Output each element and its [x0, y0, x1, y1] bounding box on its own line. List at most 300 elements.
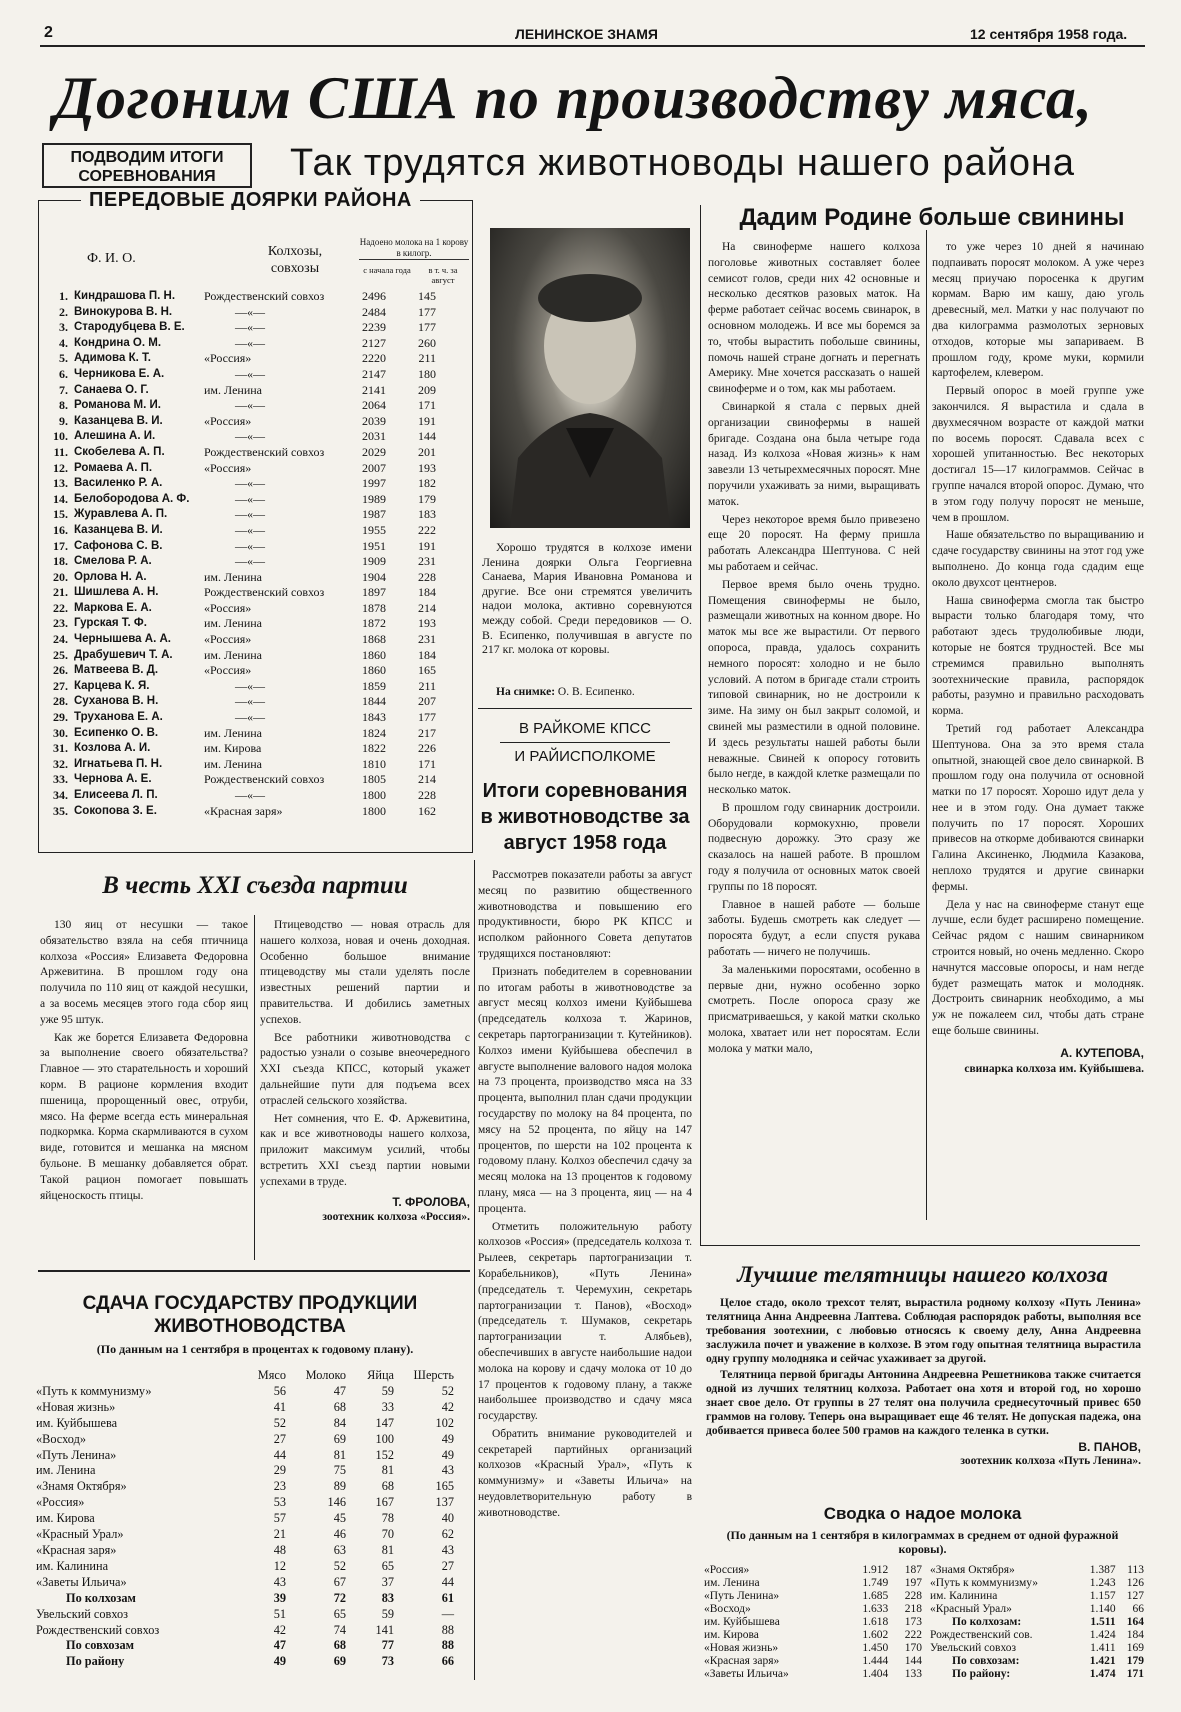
table-row [43, 398, 439, 414]
production-value: 42 [441, 1399, 454, 1414]
production-value: 39 [273, 1590, 286, 1605]
production-value: 88 [441, 1622, 454, 1637]
table-row [702, 1629, 924, 1642]
dairymaid-name: Казанцева В. И. [74, 523, 163, 536]
production-value: 21 [273, 1527, 286, 1542]
table-row [43, 616, 439, 632]
milk-total: 1868 [362, 632, 386, 647]
table-row [702, 1590, 924, 1603]
production-value: 49 [273, 1654, 286, 1669]
dairymaid-name: Козлова А. И. [74, 742, 151, 755]
milk-august: 184 [418, 585, 436, 600]
congress-paragraph: 130 яиц от несушки — такое обязательство взяла на себя птичница колхоза «Россия» Елизавета Федоровна Аржевитина. В прошлом году она получила по 110 яиц от каждой несушки, а за восемь месяцев этого года сбор яиц уже 95 штук. [40, 919, 248, 1026]
congress-paragraph: Как же борется Елизавета Федоровна за выполнение своего обязательства? Главное — это старательность и хороший корм. В рационе кормления входит пшеница, пророщенный овес, отруби, мясо. На ферме всегда есть минеральная подкормка. Корма скармливаются в сухом виде, готовится и мешанка на мясном бульоне. В мешанку добавляется обрат. Такой рацион помогает повышать яйценоскость птицы. [40, 1031, 248, 1202]
milk-total: 1955 [362, 522, 386, 537]
production-farm: «Путь Ленина» [36, 1447, 117, 1462]
raikom-paragraph: Отметить положительную работу колхозов «Россия» (председатель колхоза т. Рылеев, секретарь партогранизации т. Корабельников), «Путь Ленина» (председатель т. Черемухин, секретарь партогранизации т. Панов), «Восход» (председатель т. Шумаков, секретарь партогранизации т. Алябьев), обеспечивших в августе наибольшие надои молока на корову и сдачу молока от 10 до 17 процентов к годовому плану, а также наибольшее производство и сдачу мяса государству. [478, 1220, 692, 1423]
milk-farm: им. Ленина [704, 1577, 760, 1589]
production-value: 40 [441, 1511, 454, 1526]
dairymaid-farm: «Россия» [204, 663, 252, 678]
pigs-signature-role: свинарка колхоза им. Куйбышева. [964, 1062, 1144, 1075]
page-number: 2 [44, 24, 53, 41]
table-row [928, 1603, 1146, 1616]
production-value: 41 [273, 1399, 286, 1414]
table-row [702, 1577, 924, 1590]
milk-august: 177 [418, 320, 436, 335]
production-farm: «Заветы Ильича» [36, 1574, 127, 1589]
table-row [43, 445, 439, 461]
pigs-paragraph: то уже через 10 дней я начинаю подпаивать поросят молоком. А уже через месяц приучаю поросенка к другим кормам. Варю им кашу, даю уголь древесный, мел. Матки у нас получают по два килограмма размолотых зерновых отходов, которые мы запариваем. В прошлом году, кроме муки, кормили картофелем, клевером. [932, 241, 1144, 380]
production-header: Мясо [257, 1368, 286, 1382]
dairymaid-farm: Рождественский совхоз [204, 585, 325, 600]
production-value: 84 [333, 1415, 346, 1430]
table-row [43, 289, 439, 305]
milk-august: 179 [418, 491, 436, 506]
production-value: 167 [375, 1495, 394, 1510]
dairymaid-name: Елисеева Л. П. [74, 789, 158, 801]
milk-august: 66 [1132, 1603, 1144, 1615]
production-value: 29 [273, 1463, 286, 1478]
table-row [43, 804, 439, 820]
milk-total: 1987 [362, 507, 386, 522]
sub-headline: Так трудятся животноводы нашего района [290, 142, 1076, 184]
milk-august: 193 [418, 616, 436, 631]
dairymaid-name: Кондрина О. М. [74, 336, 162, 349]
production-farm: им. Калинина [36, 1558, 109, 1573]
portrait-photo [490, 228, 690, 528]
dairymaid-name: Журавлева А. П. [74, 508, 168, 521]
milk-august: 126 [1126, 1577, 1144, 1589]
dairymaid-farm: —«— [235, 710, 265, 725]
table-row [702, 1642, 924, 1655]
production-value: 78 [381, 1511, 394, 1526]
milk-august: 182 [418, 476, 436, 491]
milk-august: 226 [418, 741, 436, 756]
milk-august: 231 [418, 632, 436, 647]
production-value: 81 [381, 1463, 394, 1478]
milk-yield: 1.474 [1089, 1668, 1116, 1680]
dairymaids-table [43, 289, 439, 819]
dairymaid-rank: 29. [53, 710, 68, 725]
pigs-paragraph: На свиноферме нашего колхоза поголовье животных составляет более семисот голов, среди них 42 основные и несколько десятков разовых маток. На ферме работает сейчас восемь свинарок, в основном молодежь. И все мы боремся за то, чтобы вырастить побольше свинины, помочь нашей стране догнать и перегнать Америку. Мне хочется рассказать о нашей свиноферме и о том, как мы работаем. [708, 241, 920, 396]
dairymaid-name: Сафонова С. В. [74, 539, 163, 552]
milk-yield: 1.618 [862, 1616, 889, 1628]
dairymaid-name: Драбушевич Т. А. [74, 648, 173, 661]
milk-farm: «Путь Ленина» [704, 1590, 780, 1602]
table-row [928, 1564, 1146, 1577]
milk-august: 191 [418, 413, 436, 428]
production-value: 37 [381, 1574, 394, 1589]
calves-text [706, 1296, 1141, 1468]
table-row [32, 1479, 458, 1495]
pigs-paragraph: Первый опорос в моей группе уже закончился. Я вырастила и сдала в двухмесячном возрасте от каждой матки по восемь поросят. Сдавала всех с хорошей упитанностью. Вес некоторых достигал 15—17 килограммов. Сейчас в группе начался второй опорос. Думаю, что в этом году получу поросят не меньше, чем в прошлом. [932, 385, 1144, 524]
production-value: 46 [333, 1527, 346, 1542]
dairymaid-farm: «Россия» [204, 351, 252, 366]
raikom-paragraph: Обратить внимание руководителей и секретарей партийных организаций колхозов «Красный Урал», «Путь к коммунизму» и «Заветы Ильича» на неудовлетворительную работу в животноводстве. [478, 1427, 692, 1519]
calves-signature-role: зоотехник колхоза «Путь Ленина». [960, 1455, 1141, 1467]
col-aug-header: в т. ч. за август [428, 265, 458, 285]
milk-farm: Рождественский сов. [930, 1629, 1033, 1641]
congress-signature-role: зоотехник колхоза «Россия». [322, 1211, 470, 1224]
milk-farm: «Путь к коммунизму» [930, 1577, 1039, 1589]
table-row [43, 648, 439, 664]
production-title: СДАЧА ГОСУДАРСТВУ ПРОДУКЦИИ ЖИВОТНОВОДСТВА [82, 1293, 418, 1337]
production-value: — [441, 1606, 454, 1621]
milk-total: 2029 [362, 444, 386, 459]
dairymaid-farm: им. Ленина [204, 756, 262, 771]
dairymaid-rank: 2. [59, 304, 68, 319]
production-value: 52 [441, 1383, 454, 1398]
milk-august: 169 [1126, 1642, 1144, 1654]
milk-yield: 1.444 [862, 1655, 889, 1667]
dairymaid-farm: —«— [235, 678, 265, 693]
milk-farm: «Восход» [704, 1603, 751, 1615]
dairymaid-name: Киндрашова П. Н. [74, 290, 176, 302]
dairymaid-rank: 32. [53, 756, 68, 771]
pigs-paragraph: За маленькими поросятами, особенно в первые дни, нужно особенно зорко смотреть. После опороса сразу же присматриваешься, у какой матки сколько молока, хватает или нет поросятам. Если молока у матки мало, [708, 963, 920, 1055]
pigs-paragraph: Свинаркой я стала с первых дней организации свинофермы в нашей бригаде. Создана она была четыре года назад. Из колхоза «Новая жизнь» к нам завезли 13 четырехмесячных поросят. Мне поручили ухаживать за ними, выращивать маток. [708, 400, 920, 508]
production-value: 47 [333, 1383, 346, 1398]
table-row [32, 1623, 458, 1639]
production-value: 74 [333, 1622, 346, 1637]
milk-yield: 1.633 [862, 1603, 889, 1615]
milk-total: 1951 [362, 538, 386, 553]
production-value: 68 [333, 1638, 346, 1653]
dairymaid-rank: 21. [53, 585, 68, 600]
photo-caption: Хорошо трудятся в колхозе имени Ленина доярки Ольга Георгиевна Санаева, Мария Ивановна Романова и другие. Все они стремятся увеличить надои молока, активно соревнуются между собой. Среди передовиков — О. В. Есипенко, получившая в августе по 217 кг. молока от коровы. [482, 540, 692, 657]
production-header [32, 1368, 242, 1384]
pigs-paragraph: Через некоторое время было привезено еще 20 поросят. На ферму пришла работать Александра Шептунова. С ней мы работаем и сейчас. [708, 513, 920, 573]
table-row [928, 1655, 1146, 1668]
production-header: Яйца [367, 1368, 394, 1382]
production-value: 43 [441, 1463, 454, 1478]
table-row [43, 726, 439, 742]
production-value: 49 [441, 1431, 454, 1446]
dairymaid-name: Винокурова В. Н. [74, 305, 173, 318]
table-row [43, 461, 439, 477]
table-row [43, 663, 439, 679]
production-farm: «Новая жизнь» [36, 1399, 116, 1414]
table-row [32, 1638, 458, 1654]
pigs-title: Дадим Родине больше свинины [739, 204, 1125, 231]
table-row [702, 1603, 924, 1616]
production-value: 75 [333, 1463, 346, 1478]
milk-august: 228 [418, 569, 436, 584]
dairymaid-name: Чернышева А. А. [74, 633, 171, 646]
production-value: 51 [273, 1606, 286, 1621]
milk-summary-subtitle: (По данным на 1 сентября в килограммах в среднем от одной фуражной коровы). [726, 1528, 1119, 1556]
table-row [43, 554, 439, 570]
dairymaid-name: Белобородова А. Ф. [74, 492, 190, 505]
milk-total: 2141 [362, 382, 386, 397]
milk-total: 1805 [362, 772, 386, 787]
production-value: 45 [333, 1511, 346, 1526]
milk-total: 1810 [362, 756, 386, 771]
dairymaids-section [38, 189, 473, 853]
dairymaid-rank: 17. [53, 538, 68, 553]
table-row [43, 757, 439, 773]
milk-august: 184 [1126, 1629, 1144, 1641]
dairymaid-farm: —«— [235, 335, 265, 350]
milk-august: 187 [904, 1564, 922, 1576]
table-row [43, 570, 439, 586]
table-row [702, 1668, 924, 1681]
table-row [928, 1616, 1146, 1629]
production-farm: «Россия» [36, 1495, 85, 1510]
milk-total: 1860 [362, 647, 386, 662]
milk-august: 180 [418, 366, 436, 381]
milk-total: 1824 [362, 725, 386, 740]
production-value: 63 [333, 1542, 346, 1557]
header-rule [40, 45, 1145, 47]
milk-august: 113 [1127, 1564, 1144, 1576]
dairymaid-farm: им. Ленина [204, 616, 262, 631]
dairymaid-name: Романова М. И. [74, 399, 161, 412]
table-row [928, 1590, 1146, 1603]
dairymaid-rank: 12. [53, 460, 68, 475]
production-value: 27 [273, 1431, 286, 1446]
dairymaid-name: Суханова В. Н. [74, 695, 159, 708]
milk-august: 260 [418, 335, 436, 350]
production-value: 65 [381, 1558, 394, 1573]
dairymaid-farm: —«— [235, 507, 265, 522]
congress-signature: Т. ФРОЛОВА, [392, 1194, 470, 1209]
production-value: 43 [273, 1574, 286, 1589]
milk-august: 177 [418, 710, 436, 725]
dairymaid-farm: —«— [235, 554, 265, 569]
production-value: 68 [381, 1479, 394, 1494]
col-farm-header: Колхозы, совхозы [267, 244, 323, 276]
milk-summary-right [928, 1564, 1146, 1681]
dairymaid-rank: 31. [53, 741, 68, 756]
dairymaid-farm: —«— [235, 429, 265, 444]
table-row [43, 476, 439, 492]
production-value: 65 [333, 1606, 346, 1621]
newspaper-name: ЛЕНИНСКОЕ ЗНАМЯ [515, 26, 658, 42]
milk-august: 162 [418, 803, 436, 818]
dairymaid-rank: 4. [59, 335, 68, 350]
table-row [43, 788, 439, 804]
dairymaid-rank: 34. [53, 788, 68, 802]
dairymaid-farm: —«— [235, 694, 265, 709]
table-row [32, 1543, 458, 1559]
table-row [43, 367, 439, 383]
production-value: 100 [375, 1431, 394, 1446]
table-row [32, 1448, 458, 1464]
milk-total: 1878 [362, 600, 386, 615]
production-value: 27 [441, 1558, 454, 1573]
dairymaid-rank: 35. [53, 803, 68, 818]
competition-box [42, 143, 252, 188]
milk-august: 184 [418, 647, 436, 662]
production-value: 83 [381, 1590, 394, 1605]
milk-total: 1859 [362, 678, 386, 693]
production-value: 23 [273, 1479, 286, 1494]
dairymaid-name: Орлова Н. А. [74, 570, 147, 583]
dairymaid-rank: 28. [53, 694, 68, 709]
milk-yield: 1.421 [1089, 1655, 1116, 1667]
production-value: 44 [273, 1447, 286, 1462]
production-value: 57 [273, 1511, 286, 1526]
table-row [928, 1642, 1146, 1655]
production-farm: «Красная заря» [36, 1542, 117, 1557]
pigs-column-1 [708, 240, 920, 1060]
milk-yield: 1.602 [862, 1629, 889, 1641]
production-value: 77 [381, 1638, 394, 1653]
table-row [43, 585, 439, 601]
table-row [928, 1629, 1146, 1642]
dairymaid-name: Смелова Р. А. [74, 555, 152, 568]
milk-august: 211 [418, 678, 436, 693]
dairymaid-name: Маркова Е. А. [74, 601, 152, 614]
table-row [43, 741, 439, 757]
milk-total: 2064 [362, 398, 386, 413]
congress-paragraph: Все работники животноводства с радостью узнали о созыве внеочередного XXI съезда КПСС, который укажет дальнейшие пути для подъема всех отраслей сельского хозяйства. [260, 1031, 470, 1107]
milk-farm: «Знамя Октября» [930, 1564, 1015, 1576]
table-row [43, 632, 439, 648]
dairymaid-farm: —«— [235, 522, 265, 537]
milk-august: 201 [418, 444, 436, 459]
milk-august: 193 [418, 460, 436, 475]
table-row [43, 539, 439, 555]
competition-box-line-2: СОРЕВНОВАНИЯ [78, 168, 216, 185]
milk-august: 173 [904, 1616, 922, 1628]
dairymaid-name: Адимова К. Т. [74, 352, 151, 365]
production-value: 147 [375, 1415, 394, 1430]
milk-farm: им. Калинина [930, 1590, 998, 1602]
milk-august: 217 [418, 725, 436, 740]
portrait-silhouette [490, 228, 690, 528]
table-row [702, 1616, 924, 1629]
milk-august: 133 [904, 1668, 922, 1680]
dairymaid-farm: «Россия» [204, 413, 252, 428]
table-row [32, 1654, 458, 1670]
table-row [32, 1591, 458, 1607]
production-value: 62 [441, 1527, 454, 1542]
dairymaid-rank: 24. [53, 632, 68, 647]
dairymaid-name: Сокопова З. Е. [74, 804, 157, 817]
dairymaid-farm: —«— [235, 366, 265, 381]
dairymaid-farm: им. Ленина [204, 647, 262, 662]
congress-paragraph: Нет сомнения, что Е. Ф. Аржевитина, как и все животноводы нашего колхоза, приложит максимум усилий, чтобы встретить XXI съезд партии новыми успехами в труде. [260, 1112, 470, 1188]
production-value: 68 [333, 1399, 346, 1414]
dairymaid-rank: 27. [53, 678, 68, 693]
dairymaid-name: Есипенко О. В. [74, 726, 159, 739]
milk-total: 2007 [362, 460, 386, 475]
milk-summary-left [702, 1564, 924, 1681]
milk-total: 1800 [362, 803, 386, 818]
table-row [43, 507, 439, 523]
production-value: 48 [273, 1542, 286, 1557]
production-farm: им. Куйбышева [36, 1415, 118, 1430]
production-farm: Рождественский совхоз [36, 1622, 160, 1637]
milk-total: 2496 [362, 289, 386, 303]
dairymaid-farm: «Россия» [204, 600, 252, 615]
dairymaid-rank: 15. [53, 507, 68, 522]
dairymaid-rank: 6. [59, 366, 68, 381]
dairymaid-name: Василенко Р. А. [74, 477, 163, 490]
production-value: 70 [381, 1527, 394, 1542]
production-value: 53 [273, 1495, 286, 1510]
dairymaid-farm: «Красная заря» [204, 803, 283, 818]
dairymaid-farm: —«— [235, 398, 265, 413]
table-row [43, 414, 439, 430]
milk-yield: 1.157 [1089, 1590, 1116, 1602]
pigs-paragraph: В прошлом году свинарник достроили. Оборудовали кормокухню, провели подвесную дорожку. Это сразу же сказалось на нашей работе. В прошлом году я получила от основных маток своей группы по 18 поросят. [708, 801, 920, 893]
dairymaid-rank: 9. [59, 413, 68, 428]
table-row [928, 1577, 1146, 1590]
milk-farm: «Красная заря» [704, 1655, 780, 1667]
dairymaid-rank: 14. [53, 491, 68, 506]
milk-total: 2239 [362, 320, 386, 335]
milk-farm: По району: [952, 1668, 1011, 1680]
dairymaid-rank: 18. [53, 554, 68, 569]
production-value: 89 [333, 1479, 346, 1494]
milk-august: 165 [418, 663, 436, 678]
milk-yield: 1.424 [1089, 1629, 1116, 1641]
raikom-line-1: В РАЙКОМЕ КПСС [518, 720, 652, 737]
production-value: 72 [333, 1590, 346, 1605]
milk-august: 207 [418, 694, 436, 709]
dairymaid-farm: —«— [235, 304, 265, 319]
milk-august: 222 [904, 1629, 922, 1641]
dairymaid-farm: —«— [235, 491, 265, 506]
dairymaid-name: Скобелева А. П. [74, 445, 165, 458]
milk-total: 1909 [362, 554, 386, 569]
table-row [43, 492, 439, 508]
milk-august: 171 [1126, 1668, 1144, 1680]
raikom-paragraph: Признать победителем в соревновании по итогам работы в животноводстве за август месяц колхоз имени Куйбышева (председатель колхоза т. Жаринов, секретарь партогранизации т. Кутейников). Колхоз имени Куйбышева обеспечил в августе выполнение валового надоя молока на 73 процента, производство мяса на 33 процента, выполнил план сдачи продукции государству по молоку на 84 процента, по мясу на 52 процента, по яйцу на 147 процентов, по шерсти на 102 процента к годовому плану. Колхоз обеспечил сдачу за месяц молока на 13 процентов к годовому плану, мяса — на 3 процента, яиц — на 4 процента. [478, 965, 692, 1215]
dairymaid-farm: им. Ленина [204, 569, 262, 584]
table-row [32, 1495, 458, 1511]
milk-august: 214 [418, 772, 436, 787]
dairymaid-farm: —«— [235, 320, 265, 335]
production-farm: По колхозам [66, 1590, 136, 1605]
production-value: 69 [333, 1431, 346, 1446]
production-value: 33 [381, 1399, 394, 1414]
issue-date: 12 сентября 1958 года. [970, 26, 1128, 42]
table-row [32, 1511, 458, 1527]
milk-august: 197 [904, 1577, 922, 1589]
production-value: 81 [333, 1447, 346, 1462]
dairymaid-name: Шишлева А. Н. [74, 586, 159, 599]
production-value: 152 [375, 1447, 394, 1462]
production-value: 66 [441, 1654, 454, 1669]
milk-total: 2127 [362, 335, 386, 350]
dairymaid-farm: «Россия» [204, 460, 252, 475]
milk-total: 1989 [362, 491, 386, 506]
milk-august: 183 [418, 507, 436, 522]
milk-total: 1822 [362, 741, 386, 756]
table-row [43, 523, 439, 539]
table-row [928, 1668, 1146, 1681]
dairymaid-farm: —«— [235, 476, 265, 491]
congress-column-1 [40, 918, 248, 1206]
dairymaid-rank: 20. [53, 569, 68, 584]
production-farm: им. Кирова [36, 1511, 95, 1526]
milk-august: 222 [418, 522, 436, 537]
milk-august: 127 [1126, 1590, 1144, 1602]
milk-august: 209 [418, 382, 436, 397]
dairymaid-rank: 30. [53, 725, 68, 740]
dairymaid-name: Стародубцева В. Е. [74, 321, 185, 334]
production-value: 59 [381, 1383, 394, 1398]
milk-total: 2147 [362, 366, 386, 381]
table-row [32, 1463, 458, 1479]
milk-august: 170 [904, 1642, 922, 1654]
raikom-text [478, 868, 692, 1524]
pigs-paragraph: Третий год работает Александра Шептунова. Она за это время стала опытной, знающей свое дело свинаркой. В прошлом году она получила от основной матки по 17 поросят. Хорошо идут дела у нее и в этом году. Она думает также получить по 17 поросят. Хороших привесов на откорме добиваются свинарки Галина Аксиненко, Людмила Казакова, неплохо трудятся и другие свинарки фермы. [932, 722, 1144, 893]
